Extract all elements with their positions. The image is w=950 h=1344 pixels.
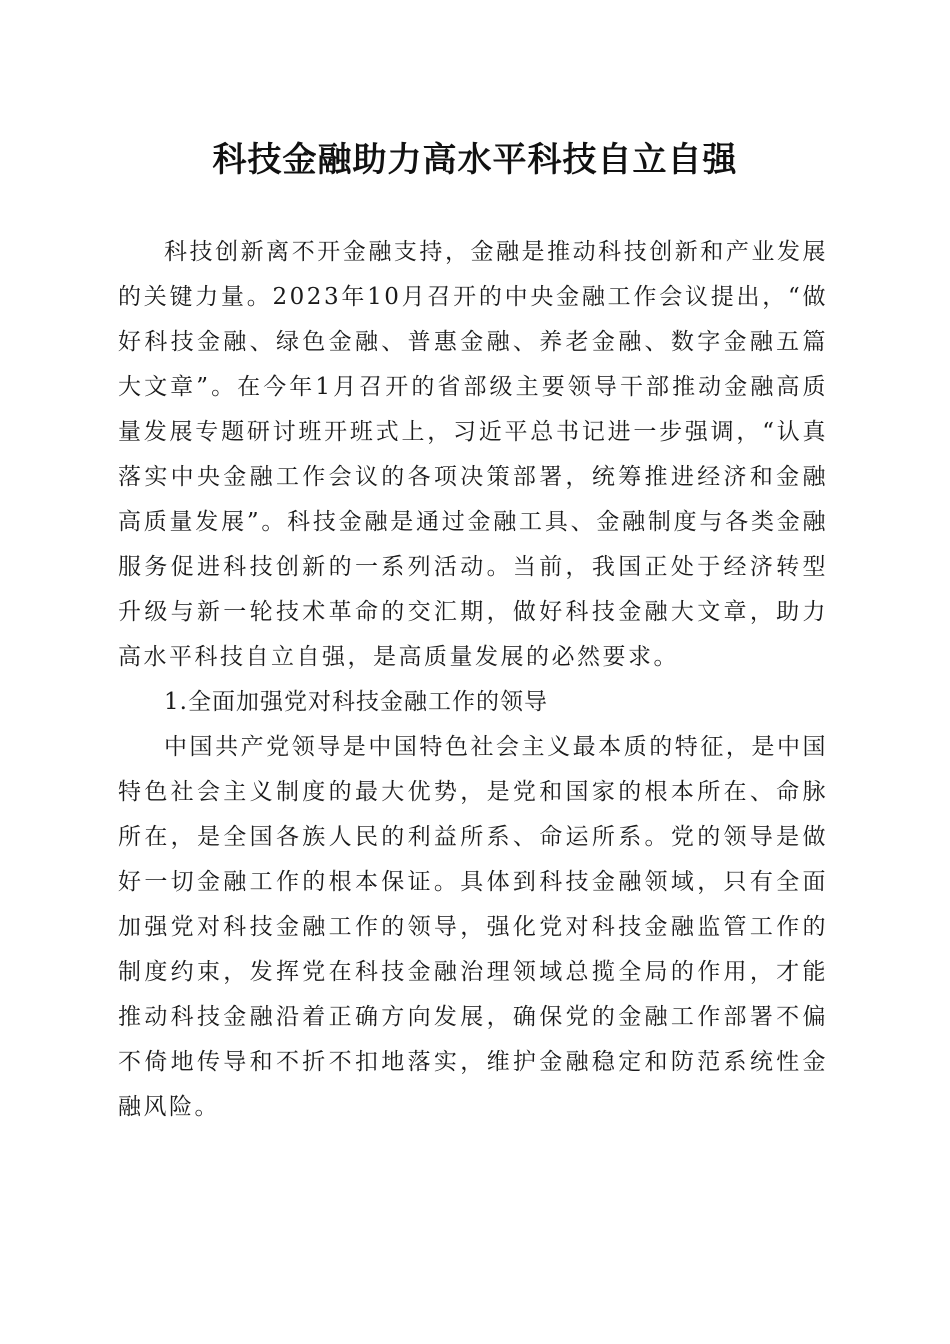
- document-title: 科技金融助力高水平科技自立自强: [212, 140, 738, 180]
- document-body: [118, 230, 828, 1130]
- section-heading-1: 1.全面加强党对科技金融工作的领导: [164, 689, 548, 715]
- paragraph-intro: 科技创新离不开金融支持，金融是推动科技创新和产业发展的关键力量。2023年10月召开的中央金融工作会议提出，“做好科技金融、绿色金融、普惠金融、养老金融、数字金融五篇大文章”。在今年1月召开的省部级主要领导干部推动金融高质量发展专题研讨班开班式上，习近平总书记进一步强调，“认真落实中央金融工作会议的各项决策部署，统筹推进经济和金融高质量发展”。科技金融是通过金融工具、金融制度与各类金融服务促进科技创新的一系列活动。当前，我国正处于经济转型升级与新一轮技术革命的交汇期，做好科技金融大文章，助力高水平科技自立自强，是高质量发展的必然要求。: [118, 239, 828, 670]
- paragraph-section-1: 中国共产党领导是中国特色社会主义最本质的特征，是中国特色社会主义制度的最大优势，是党和国家的根本所在、命脉所在，是全国各族人民的利益所系、命运所系。党的领导是做好一切金融工作的根本保证。具体到科技金融领域，只有全面加强党对科技金融工作的领导，强化党对科技金融监管工作的制度约束，发挥党在科技金融治理领域总揽全局的作用，才能推动科技金融沿着正确方向发展，确保党的金融工作部署不偏不倚地传导和不折不扣地落实，维护金融稳定和防范系统性金融风险。: [118, 734, 828, 1120]
